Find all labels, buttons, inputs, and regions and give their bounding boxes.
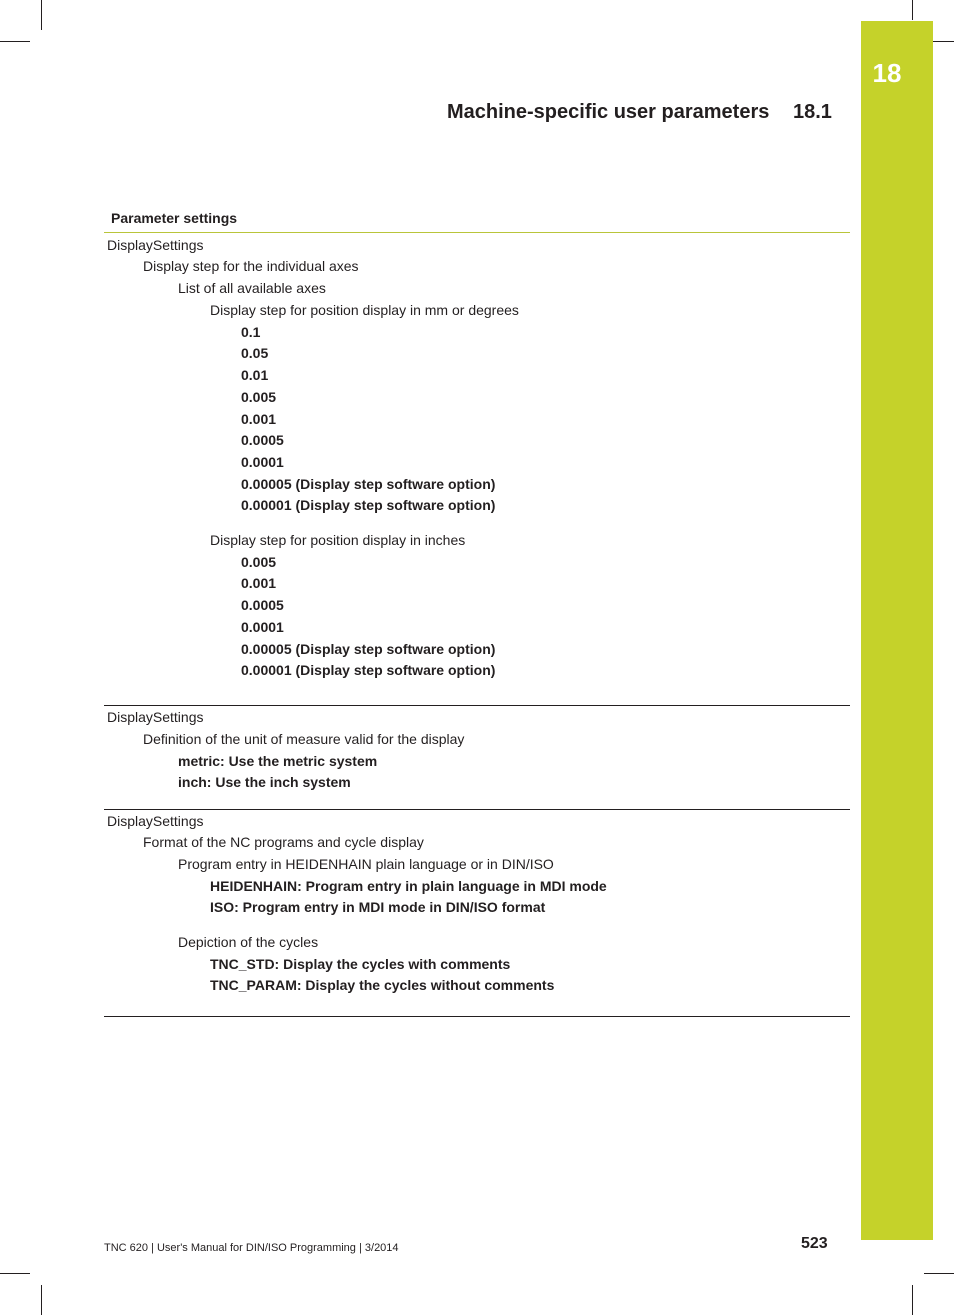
crop-mark [912,1285,913,1315]
crop-mark [41,0,42,30]
param-subheading: Display step for position display in inches [210,532,466,548]
page-number: 523 [801,1235,828,1252]
param-subheading: Depiction of the cycles [178,934,319,950]
param-value: TNC_STD: Display the cycles with comments [210,956,511,972]
param-value: 0.00001 (Display step software option) [241,497,496,513]
param-value: 0.00001 (Display step software option) [241,662,496,678]
param-value: HEIDENHAIN: Program entry in plain language in MDI mode [210,878,607,894]
param-value: TNC_PARAM: Display the cycles without comments [210,977,555,993]
param-path-l0: DisplaySettings [107,813,204,829]
param-path-l0: DisplaySettings [107,237,204,253]
crop-mark [0,41,30,42]
block-divider [104,705,850,706]
param-subheading: Program entry in HEIDENHAIN plain language or in DIN/ISO [178,856,554,872]
param-value: 0.00005 (Display step software option) [241,641,496,657]
chapter-tab [861,21,933,1240]
param-value: 0.0001 [241,454,284,470]
param-value: 0.05 [241,345,269,361]
crop-mark [912,0,913,20]
table-heading: Parameter settings [111,210,238,226]
block-divider [104,1016,850,1017]
param-value: 0.001 [241,411,277,427]
crop-mark [0,1273,30,1274]
param-path-l1: Definition of the unit of measure valid for the display [143,731,465,747]
param-path-l2: List of all available axes [178,280,326,296]
param-value: ISO: Program entry in MDI mode in DIN/ISO format [210,899,546,915]
param-value: 0.005 [241,554,277,570]
param-value: 0.001 [241,575,277,591]
param-value: 0.00005 (Display step software option) [241,476,496,492]
param-path-l1: Format of the NC programs and cycle display [143,834,424,850]
running-header-section: 18.1 [793,101,832,123]
param-value: 0.01 [241,367,269,383]
param-path-l1: Display step for the individual axes [143,258,359,274]
param-path-l0: DisplaySettings [107,709,204,725]
running-header-title: Machine-specific user parameters [447,101,770,123]
param-value: metric: Use the metric system [178,753,378,769]
param-value: 0.0005 [241,597,284,613]
param-value: 0.1 [241,324,261,340]
param-value: inch: Use the inch system [178,774,351,790]
chapter-number: 18 [872,58,902,88]
crop-mark [41,1285,42,1315]
block-divider [104,809,850,810]
param-value: 0.005 [241,389,277,405]
table-heading-rule [104,232,850,233]
param-subheading: Display step for position display in mm or degrees [210,302,519,318]
param-value: 0.0005 [241,432,284,448]
footer-text: TNC 620 | User's Manual for DIN/ISO Programming | 3/2014 [104,1242,399,1254]
param-value: 0.0001 [241,619,284,635]
crop-mark [924,1273,954,1274]
